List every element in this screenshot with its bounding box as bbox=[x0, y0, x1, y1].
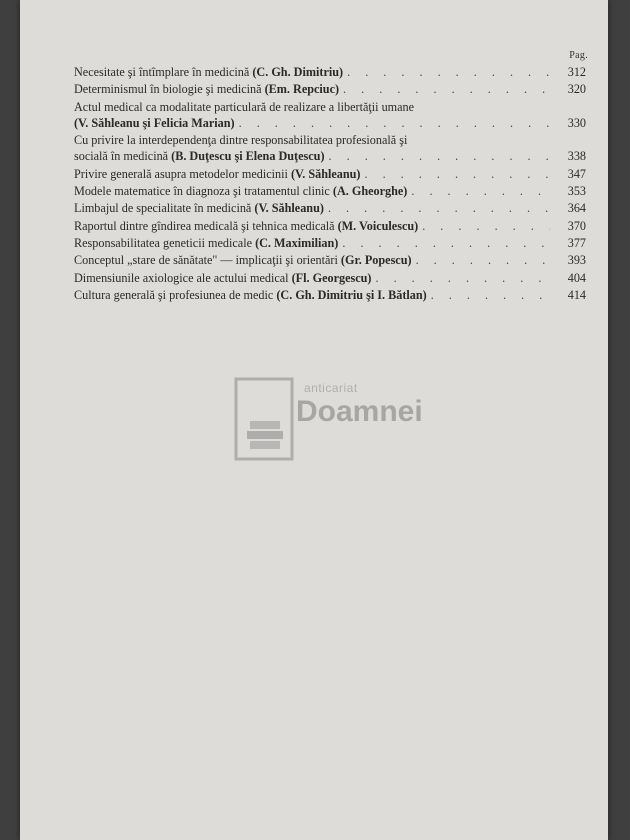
toc-page-number: 414 bbox=[567, 287, 586, 302]
toc-page-number: 393 bbox=[567, 253, 586, 268]
toc-entry bbox=[74, 287, 586, 303]
dot-leader bbox=[338, 235, 550, 251]
toc-title: Dimensiunile axiologice ale actului medical bbox=[74, 270, 289, 285]
page-column-header: Pag. bbox=[569, 50, 588, 61]
toc-page-number: 353 bbox=[567, 184, 586, 199]
toc-author: (A. Gheorghe) bbox=[332, 184, 408, 199]
toc-title-continued: socială în medicină bbox=[74, 149, 169, 164]
toc-entry bbox=[74, 132, 586, 165]
toc-entry bbox=[74, 183, 586, 199]
toc-entry bbox=[74, 235, 586, 251]
toc-author: (C. Gh. Dimitriu şi I. Bătlan) bbox=[276, 287, 427, 302]
toc-page-number: 347 bbox=[567, 166, 586, 181]
dot-leader bbox=[339, 81, 550, 97]
toc-author: (Fl. Georgescu) bbox=[291, 270, 372, 285]
toc-title: Determinismul în biologie şi medicină bbox=[74, 82, 262, 97]
toc-entry bbox=[74, 218, 586, 234]
toc-title: Actul medical ca modalitate particulară de realizare a libertăţii umane bbox=[74, 99, 415, 114]
toc-title: Responsabilitatea geneticii medicale bbox=[74, 235, 253, 250]
toc-page-number: 312 bbox=[567, 65, 586, 79]
dot-leader bbox=[427, 287, 550, 303]
dot-leader bbox=[235, 115, 550, 131]
table-of-contents bbox=[74, 64, 586, 304]
toc-title: Modele matematice în diagnoza şi tratamentul clinic bbox=[74, 184, 330, 199]
toc-page-number: 377 bbox=[567, 235, 586, 250]
toc-title: Necesitate şi întîmplare în medicină bbox=[74, 65, 250, 79]
watermark-text-small: anticariat bbox=[304, 381, 358, 395]
dot-leader bbox=[343, 64, 550, 80]
toc-author: (Gr. Popescu) bbox=[340, 253, 412, 268]
toc-author: (V. Săhleanu) bbox=[254, 201, 324, 216]
watermark-logo bbox=[234, 377, 423, 461]
toc-page-number: 330 bbox=[567, 115, 586, 130]
toc-page-number: 370 bbox=[567, 218, 586, 233]
toc-entry bbox=[74, 81, 586, 97]
toc-entry bbox=[74, 252, 586, 268]
toc-author: (M. Voiculescu) bbox=[337, 218, 419, 233]
toc-author: (V. Săhleanu) bbox=[290, 166, 361, 181]
toc-title: Limbajul de specialitate în medicină bbox=[74, 201, 252, 216]
toc-entry bbox=[74, 270, 586, 286]
toc-title: Raportul dintre gîndirea medicală şi tehnica medicală bbox=[74, 218, 335, 233]
toc-entry bbox=[74, 99, 586, 132]
toc-page-number: 364 bbox=[567, 201, 586, 216]
dot-leader bbox=[418, 218, 550, 234]
dot-leader bbox=[360, 166, 550, 182]
dot-leader bbox=[371, 270, 550, 286]
toc-page-number: 320 bbox=[567, 82, 586, 97]
toc-entry bbox=[74, 64, 586, 80]
toc-title: Conceptul „stare de sănătate" — implicaţii şi orientări bbox=[74, 253, 338, 268]
toc-title: Privire generală asupra metodelor medicinii bbox=[74, 166, 288, 181]
toc-author: (B. Duţescu şi Elena Duţescu) bbox=[171, 149, 325, 164]
book-stack-icon bbox=[234, 377, 294, 461]
dot-leader bbox=[324, 200, 550, 216]
toc-author: (Em. Repciuc) bbox=[264, 82, 340, 97]
dot-leader bbox=[407, 183, 550, 199]
watermark-text-big: Doamnei bbox=[296, 395, 423, 428]
toc-title: Cultura generală şi profesiunea de medic bbox=[74, 287, 274, 302]
toc-entry bbox=[74, 200, 586, 216]
dot-leader bbox=[412, 252, 550, 268]
dot-leader bbox=[325, 148, 550, 164]
toc-author: (V. Săhleanu şi Felicia Marian) bbox=[74, 115, 235, 130]
book-page bbox=[20, 0, 608, 840]
toc-title: Cu privire la interdependenţa dintre responsabilitatea profesională şi bbox=[74, 133, 408, 148]
toc-entry bbox=[74, 166, 586, 182]
toc-page-number: 338 bbox=[567, 149, 586, 164]
toc-page-number: 404 bbox=[567, 270, 586, 285]
toc-author: (C. Gh. Dimitriu) bbox=[252, 65, 344, 79]
toc-author: (C. Maximilian) bbox=[255, 235, 339, 250]
